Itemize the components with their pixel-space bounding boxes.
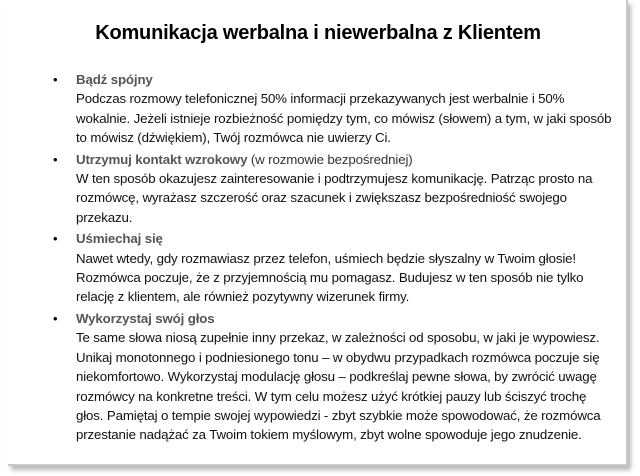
list-item: [53, 70, 613, 148]
slide: [8, 0, 628, 466]
list-item: [53, 150, 613, 228]
bullet-icon: •: [53, 72, 58, 87]
section-heading: Bądź spójny: [76, 72, 153, 87]
bullet-icon: •: [53, 151, 58, 167]
slide-title: Komunikacja werbalna i niewerbalna z Klientem: [95, 22, 541, 44]
bullet-icon: •: [53, 310, 58, 326]
section-heading: Uśmiechaj się: [76, 231, 163, 247]
list-item: [53, 229, 613, 307]
bullet-list: [53, 70, 613, 447]
section-text: W ten sposób okazujesz zainteresowanie i podtrzymujesz komunikację. Patrząc prosto na rozmówcę, wyrażasz szczerość oraz szacunek i zwiększasz bezpośredniość swojego przekazu.: [76, 171, 593, 225]
section-text: Nawet wtedy, gdy rozmawiasz przez telefon, uśmiech będzie słyszalny w Twoim głosie! Rozmówca poczuje, że z przyjemnością mu pomagasz. Budujesz w ten sposób nie tylko relację z klientem, ale również pozytywny wizerunek firmy.: [76, 250, 584, 305]
section-text: Podczas rozmowy telefonicznej 50% informacji przekazywanych jest werbalnie i 50% wokalnie. Jeżeli istnieje rozbieżność pomiędzy tym, co mówisz (słowem) a tym, w jaki sposób to mówisz (dźwiękiem), Twój rozmówca nie uwierzy Ci.: [76, 91, 612, 146]
section-heading: Utrzymuj kontakt wzrokowy (w rozmowie bezpośredniej): [76, 151, 413, 167]
list-item: [53, 309, 613, 445]
section-text: Te same słowa niosą zupełnie inny przekaz, w zależności od sposobu, w jaki je wypowiesz. Unikaj monotonnego i podniesionego tonu – w obydwu przypadkach rozmówca poczuje się niekomfortowo. Wykorzystaj modulację głosu – podkreślaj pewne słowa, by zwrócić uwagę rozmówcy na konkretne treści. W tym celu możesz użyć krótkiej pauzy lub ściszyć trochę głos. Pamiętaj o tempie swojej wypowiedzi - zbyt szybkie może spowodować, że rozmówca przestanie nadążać za Twoim tokiem myślowym, zbyt wolne spowoduje jego znudzenie.: [76, 330, 601, 443]
bullet-icon: •: [53, 231, 58, 247]
section-heading: Wykorzystaj swój głos: [76, 310, 215, 326]
